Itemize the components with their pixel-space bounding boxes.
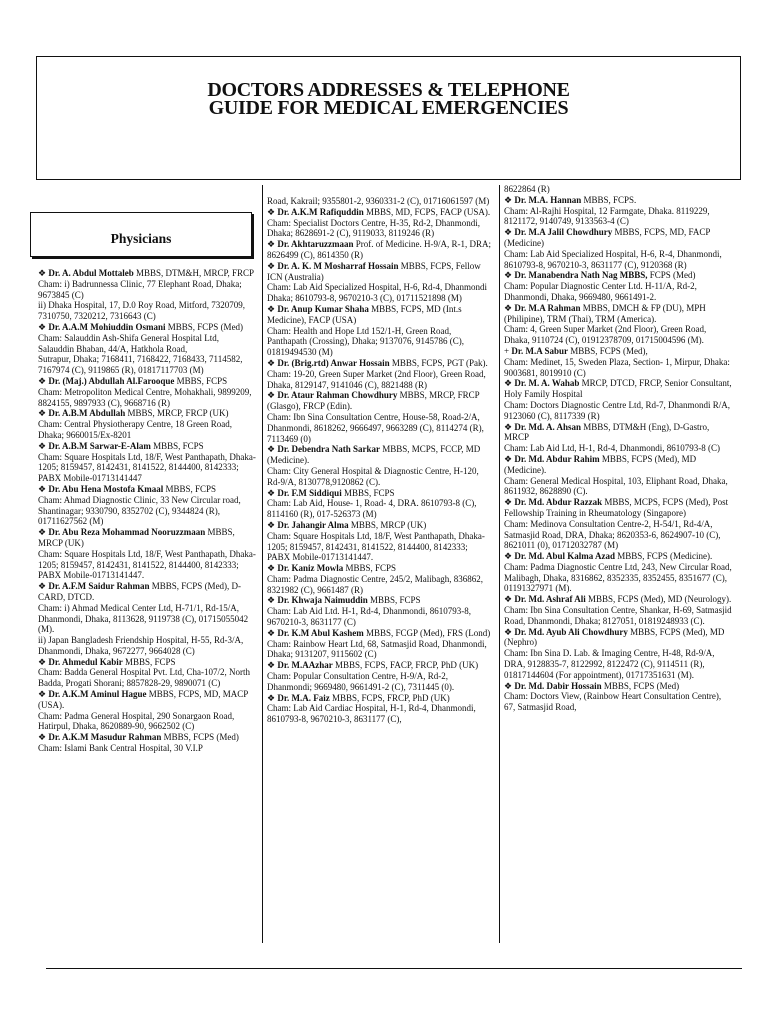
bullet-icon: ❖: [38, 483, 49, 494]
bullet-icon: ❖: [267, 595, 278, 606]
title-line-1: DOCTORS ADDRESSES & TELEPHONE: [207, 79, 570, 101]
bullet-icon: ❖: [267, 487, 278, 498]
doctor-name: Dr. M.A Rahman: [514, 302, 581, 313]
doctor-qualifications: FCPS (Med): [647, 270, 696, 281]
doctor-qualifications: MBBS, FCPS: [150, 440, 204, 451]
doctor-qualifications: MBBS, FCPS: [122, 656, 176, 667]
bullet-icon: ❖: [38, 689, 49, 700]
bullet-icon: ❖: [504, 270, 515, 281]
doctor-name: Dr. (Maj.) Abdullah Al.Farooque: [48, 375, 175, 386]
doctor-name: Dr. F.M Siddiqui: [277, 487, 342, 498]
chamber-address: Cham: City General Hospital & Diagnostic Centre, H-120, Rd-9/A, 8130778,9120862 (C).: [267, 465, 479, 487]
doctor-qualifications: MBBS, FCPS (Med),: [568, 345, 648, 356]
bullet-icon: ❖: [38, 321, 49, 332]
doctor-entry: [504, 594, 732, 605]
doctor-qualifications: MBBS, FCPS (Med), MD (Nephro): [504, 626, 725, 648]
bullet-icon: ❖: [38, 375, 49, 386]
chamber-address: Cham: Padma General Hospital, 290 Sonargaon Road, Hatirpul, Dhaka, 8620889-90, 9662502 (C): [38, 710, 235, 732]
chamber-address: Cham: 19-20, Green Super Market (2nd Floor), Green Road, Dhaka, 8129147, 9141046 (C), 8821488 (R): [267, 368, 486, 390]
doctor-name: Dr. Md. Abul Kalma Azad: [514, 551, 616, 562]
doctor-entry: [38, 441, 256, 452]
doctor-entry: [38, 376, 256, 387]
doctor-qualifications: MBBS, FCPS (Med), MD (Neurology).: [585, 594, 732, 605]
doctor-qualifications: MBBS, MD, FCPS, FACP (USA).: [363, 206, 491, 217]
doctor-name: Dr. A.K.M Aminul Hague: [48, 689, 147, 700]
doctor-entry: [504, 681, 732, 692]
doctor-qualifications: MBBS, MRCP, FRCP (Glasgo), FRCP (Edin).: [267, 390, 480, 412]
bullet-icon: ❖: [267, 357, 278, 368]
doctor-name: Dr. A.B.M Abdullah: [48, 408, 126, 419]
chamber-address: Cham: Lab Aid Cardiac Hospital, H-1, Rd-4, Dhanmondi, 8610793-8, 9670210-3, 8631177 (C),: [267, 703, 476, 725]
bullet-icon: ❖: [267, 519, 278, 530]
doctor-qualifications: MBBS, FCPS, MD, MACP (USA).: [38, 689, 248, 710]
bullet-icon: ❖: [504, 194, 515, 205]
bullet-icon: ❖: [504, 497, 515, 508]
doctor-entry: [38, 732, 256, 743]
doctor-entry: [504, 497, 732, 519]
doctor-entry: [267, 595, 493, 606]
doctor-name: Dr. Ataur Rahman Chowdhury: [277, 390, 398, 401]
doctor-name: Dr. A.K.M Rafiquddin: [277, 206, 364, 217]
doctor-name: Dr. Manabendra Nath Nag MBBS,: [514, 270, 648, 281]
doctor-qualifications: MBBS, DTM&H (Eng), D-Gastro, MRCP: [504, 421, 710, 443]
chamber-address: Cham: Al-Rajhi Hospital, 12 Farmgate, Dhaka. 8119229, 8121172, 9140749, 9133563-4 (C): [504, 205, 710, 227]
doctor-name: Dr. Md. Ashraf Ali: [514, 594, 586, 605]
doctor-entry: [504, 454, 732, 476]
doctor-entry: [504, 195, 732, 206]
doctor-qualifications: MBBS, FCPS, PGT (Pak).: [389, 357, 488, 368]
bullet-icon: ❖: [504, 302, 515, 313]
chamber-address: Cham: i) Ahmad Medical Center Ltd, H-71/1, Rd-15/A, Dhanmondi, Dhaka, 8113628, 9119738 (C), 01715055042 (M).: [38, 602, 249, 635]
doctor-entry: [267, 520, 493, 531]
doctor-entry: [267, 304, 493, 326]
chamber-address: Cham: Doctors Diagnostic Centre Ltd, Rd-7, Dhanmondi R/A, 9123060 (C), 8117339 (R): [504, 399, 730, 421]
chamber-address: Sutrapur, Dhaka; 7168411, 7168422, 7168433, 7114582, 7167974 (C), 9119865 (R), 01817117703 (M): [38, 354, 243, 376]
bullet-icon: ❖: [38, 527, 49, 538]
doctor-entry: [267, 628, 493, 639]
doctor-qualifications: MBBS, FCPS, FACP, FRCP, PhD (UK): [332, 660, 479, 671]
doctor-entry: [267, 358, 493, 369]
doctor-qualifications: MBBS, FCPS (Med): [601, 680, 680, 691]
column-divider-2: [499, 185, 500, 943]
doctor-qualifications: MBBS, FCPS: [163, 483, 217, 494]
chamber-address: 8622864 (R): [504, 184, 550, 194]
doctor-entry: [38, 322, 256, 333]
doctor-qualifications: MBBS, DMCH & FP (DU), MPH (Philipine), TRM (Thai), TRM (America).: [504, 302, 706, 324]
doctor-entry: [504, 227, 732, 249]
doctor-qualifications: MBBS, FCPS, MD (Int.s Medicine), FACP (USA): [267, 303, 462, 325]
bullet-icon: ❖: [504, 453, 515, 464]
doctor-entry: [267, 488, 493, 499]
doctor-name: Dr. M.AAzhar: [277, 660, 333, 671]
chamber-address: Cham: Popular Diagnostic Center Ltd. H-11/A, Rd-2, Dhanmondi, Dhaka, 9669480, 9661491-2.: [504, 281, 697, 302]
bottom-rule: [46, 968, 742, 969]
chamber-address: ii) Dhaka Hospital, 17, D.0 Roy Road, Mitford, 7320709, 7310750, 7320212, 7316643 (C): [38, 300, 245, 322]
doctor-qualifications: MBBS, MRCP (UK): [348, 519, 427, 530]
doctor-name: Dr. M. A. Wahab: [514, 378, 580, 389]
doctor-qualifications: MBBS, FCPS: [367, 595, 421, 606]
doctor-qualifications: MBBS, FCPS: [341, 487, 395, 498]
section-heading: Physicians: [110, 231, 172, 246]
doctor-name: Dr. Md. Abdur Razzak: [514, 497, 603, 508]
column-1: [38, 268, 256, 948]
page-title: [37, 81, 740, 117]
chamber-address: Cham: Ibn Sina D. Lab. & Imaging Centre, H-48, Rd-9/A, DRA, 9128835-7, 8122992, 8122472 (C), 9114511 (R), 01817144604 (For appointment), 01717351631 (M).: [504, 648, 715, 680]
doctor-entry: [38, 657, 256, 668]
chamber-address: Cham: Lab Aid Ltd. H-1, Rd-4, Dhanmondi, 8610793-8, 9670210-3, 8631177 (C): [267, 606, 471, 628]
chamber-address: Cham: Lab Aid Ltd, H-1, Rd-4, Dhanmondi, 8610793-8 (C): [504, 443, 720, 454]
bullet-icon: ❖: [267, 260, 278, 271]
chamber-address: Cham: Square Hospitals Ltd, 18/F, West Panthapath, Dhaka-1205; 8159457, 8142431, 8141522, 8144400, 8142333; PABX Mobile-01713141447.: [38, 548, 256, 581]
doctor-name: Dr. Md. Abdur Rahim: [514, 453, 600, 464]
doctor-name: Dr. Md. Dabir Hossain: [514, 680, 602, 691]
bullet-icon: ❖: [267, 206, 278, 217]
bullet-icon: ❖: [38, 732, 49, 743]
doctor-name: Dr. Kaniz Mowla: [277, 563, 344, 574]
doctor-qualifications: MBBS, DTM&H, MRCP, FRCP: [133, 268, 255, 278]
doctor-qualifications: MBBS, MRCP, FRCP (UK): [125, 408, 229, 419]
doctor-qualifications: Prof. of Medicine. H-9/A, R-1, DRA; 8626499 (C), 8614350 (R): [267, 239, 491, 260]
bullet-icon: ❖: [267, 444, 278, 455]
doctor-qualifications: MBBS, FCGP (Med), FRS (Lond): [363, 627, 491, 638]
chamber-address: Cham: Medinova Consultation Centre-2, H-54/1, Rd-4/A, Satmasjid Road, DRA, Dhaka; 8620353-6, 8624907-10 (C), 8621011 (0), 01712032787 (M): [504, 518, 721, 551]
bullet-icon: ❖: [504, 421, 515, 432]
doctor-name: Dr. A.F.M Saidur Rahman: [48, 581, 150, 592]
chamber-address: Road, Kakrail; 9355801-2, 9360331-2 (C), 01716061597 (M): [267, 196, 490, 206]
doctor-entry: [267, 693, 493, 704]
doctor-name: Dr. A. Abdul Mottaleb: [48, 268, 134, 278]
bullet-icon: ❖: [38, 581, 49, 592]
doctor-name: Dr. Abu Reza Mohammad Nooruzzmaan: [48, 527, 206, 538]
bullet-icon: ❖: [267, 239, 278, 250]
bullet-icon: ❖: [504, 551, 515, 562]
column-2: [267, 196, 493, 948]
doctor-name: Dr. Md. A. Ahsan: [514, 421, 582, 432]
chamber-address: Cham: Ibn Sina Consultation Centre, Shankar, H-69, Satmasjid Road, Dhanmondi, Dhaka; 8127051, 01819248933 (C).: [504, 605, 732, 626]
doctor-name: Dr. Abu Hena Mostofa Kmaal: [48, 483, 164, 494]
column-divider-1: [262, 185, 263, 943]
section-box: [30, 212, 252, 257]
doctor-entry: [504, 346, 732, 357]
doctor-entry: [504, 378, 732, 400]
doctor-name: Dr. M.A. Hannan: [514, 194, 582, 205]
doctor-name: Dr. M.A. Faiz: [277, 692, 330, 703]
chamber-address: Cham: Square Hospitals Ltd, 18/F, West Panthapath, Dhaka-1205; 8159457, 8142431, 8141522, 8144400, 8142333; PABX Mobile-01713141447: [38, 451, 256, 484]
bullet-icon: ❖: [267, 390, 278, 401]
doctor-qualifications: MBBS, FCPS, MD, FACP (Medicine): [504, 227, 711, 248]
doctor-qualifications: MBBS, MCPS, FCPS (Med), Post Fellowship Training in Rheumatology (Singapore): [504, 497, 729, 518]
doctor-qualifications: MRCP, DTCD, FRCP, Senior Consultant, Holy Family Hospital: [504, 378, 732, 400]
doctor-entry: [267, 239, 493, 261]
doctor-entry: [38, 581, 256, 603]
bullet-icon: ❖: [504, 594, 515, 605]
doctor-entry: [38, 268, 256, 279]
doctor-name: Dr. Akhtaruzzmaan: [277, 239, 354, 250]
chamber-address: Cham: Popular Consultation Centre, H-9/A, Rd-2, Dhanmondi; 9669480, 9661491-2 (C), 7311445 (0).: [267, 671, 455, 692]
chamber-address: Cham: Lab Aid Specialized Hospital, H-6, Rd-4, Dhanmondi Dhaka; 8610793-8, 9670210-3 (C), 01711521898 (M): [267, 282, 487, 304]
doctor-name: Dr. M.A Jalil Chowdhury: [514, 227, 613, 238]
chamber-address: Cham: Metropoliton Medical Centre, Mohakhali, 9899209, 8824155, 9897933 (C), 9668716 (R): [38, 386, 252, 408]
chamber-address: Cham: General Medical Hospital, 103, Eliphant Road, Dhaka, 8611932, 8628890 (C).: [504, 475, 728, 497]
doctor-entry: [38, 689, 256, 711]
doctor-name: Dr. A. K. M Mosharraf Hossain: [277, 260, 399, 271]
doctor-entry: [38, 484, 256, 495]
doctor-entry: [267, 563, 493, 574]
doctor-qualifications: MBBS, FCPS, FRCP, PhD (UK): [329, 692, 450, 703]
doctor-name: Dr. A.A.M Mohiuddin Osmani: [48, 321, 166, 332]
chamber-address: Cham: Health and Hope Ltd 152/1-H, Green Road, Panthapath (Crossing), Dhaka; 9137076, 9145786 (C), 01819494530 (M): [267, 325, 464, 358]
bullet-icon: ❖: [38, 440, 49, 451]
bullet-icon: ❖: [267, 303, 278, 314]
doctor-name: Dr. Ahmedul Kabir: [48, 656, 123, 667]
doctor-name: Dr. (Brig.rtd) Anwar Hossain: [277, 357, 390, 368]
bullet-icon: ❖: [267, 692, 278, 703]
doctor-entry: [504, 303, 732, 325]
bullet-icon: ❖: [267, 660, 278, 671]
doctor-qualifications: MBBS, MRCP (UK): [38, 527, 235, 548]
chamber-address: Cham: Medinet, 15, Sweden Plaza, Section- 1, Mirpur, Dhaka: 9003681, 8019910 (C): [504, 356, 730, 378]
doctor-name: Dr. Jahangir Alma: [277, 519, 349, 530]
chamber-address: Cham: Specialist Doctors Centre, H-35, Rd-2, Dhanmondi, Dhaka; 8628691-2 (C), 9119033, 8119246 (R): [267, 217, 480, 239]
chamber-address: Cham: Ahmad Diagnostic Clinic, 33 New Circular road, Shantinagar; 9330790, 8352702 (C), 9344824 (R), 01711627562 (M): [38, 494, 241, 527]
doctor-entry: [267, 660, 493, 671]
doctor-name: Dr. Anup Kumar Shaha: [277, 303, 369, 314]
bullet-icon: ❖: [504, 378, 515, 389]
doctor-qualifications: MBBS, FCPS.: [581, 194, 637, 205]
bullet-icon: ❖: [504, 626, 515, 637]
doctor-entry: [267, 207, 493, 218]
doctor-name: Dr. Khwaja Naimuddin: [277, 595, 368, 606]
doctor-entry: [504, 551, 732, 562]
bullet-icon: +: [504, 345, 512, 356]
doctor-qualifications: MBBS, FCPS (Medicine).: [615, 551, 713, 562]
chamber-address: Cham: Central Physiotherapy Centre, 18 Green Road, Dhaka; 9660015/Ex-8201: [38, 419, 232, 440]
chamber-address: Cham: Ibn Sina Consultation Centre, House-58, Road-2/A, Dhanmondi, 8618262, 9666497, 9663289 (C), 8114274 (R), 7113469 (0): [267, 411, 484, 444]
chamber-address: Cham: Salauddin Ash-Shifa General Hospital Ltd, Salauddin Bhaban, 44/A, Hatkhola Road,: [38, 332, 219, 354]
doctor-name: Dr. Md. Ayub Ali Chowdhury: [514, 626, 628, 637]
doctor-entry: [38, 527, 256, 549]
chamber-address: Cham: Lab Aid Specialized Hospital, H-6, R-4, Dhanmondi, 8610793-8, 9670210-3, 8631177 (C), 9120368 (R): [504, 248, 722, 270]
bullet-icon: ❖: [504, 227, 515, 238]
chamber-address: Cham: Padma Diagnostic Centre Ltd, 243, New Circular Road, Malibagh, Dhaka, 8316862, 8352335, 8352455, 8351677 (C), 01191327971 (M).: [504, 561, 732, 594]
bullet-icon: ❖: [267, 627, 278, 638]
chamber-address: Cham: Square Hospitals Ltd, 18/F, West Panthapath, Dhaka-1205; 8159457, 8142431, 8141522, 8144400, 8142333; PABX Mobile-01713141447.: [267, 530, 485, 563]
doctor-entry: [504, 270, 732, 281]
doctor-name: Dr. Debendra Nath Sarkar: [277, 444, 380, 455]
doctor-qualifications: MBBS, FCPS (Med), D-CARD, DTCD.: [38, 581, 242, 602]
chamber-address: Cham: Rainbow Heart Ltd, 68, Satmasjid Road, Dhanmondi, Dhaka; 9131207, 9115602 (C): [267, 638, 487, 660]
bullet-icon: ❖: [38, 656, 49, 667]
doctor-entry: [267, 390, 493, 412]
doctor-qualifications: MBBS, FCPS, Fellow ICN (Australia): [267, 260, 481, 282]
bullet-icon: ❖: [38, 408, 49, 419]
chamber-address: Cham: Badda General Hospital Pvt. Ltd, Cha-107/2, North Badda, Progati Shorani; 8857828-29, 9890071 (C): [38, 667, 250, 689]
title-box: [36, 56, 741, 180]
title-line-2: GUIDE FOR MEDICAL EMERGENCIES: [208, 97, 569, 119]
bullet-icon: ❖: [267, 563, 278, 574]
chamber-address: Cham: Doctors View, (Rainbow Heart Consultation Centre), 67, Satmasjid Road,: [504, 691, 722, 713]
doctor-name: Dr. A.K.M Masudur Rahman: [48, 732, 162, 743]
chamber-address: Cham: Islami Bank Central Hospital, 30 V.I.P: [38, 743, 203, 754]
doctor-entry: [267, 444, 493, 466]
chamber-address: ii) Japan Bangladesh Friendship Hospital, H-55, Rd-3/A, Dhanmondi, Dhaka, 9672277, 9664028 (C): [38, 635, 244, 656]
doctor-qualifications: MBBS, FCPS: [343, 563, 397, 574]
doctor-entry: [267, 261, 493, 283]
doctor-name: Dr. K.M Abul Kashem: [277, 627, 364, 638]
doctor-entry: [504, 627, 732, 649]
doctor-name: Dr. M.A Sabur: [511, 345, 569, 356]
chamber-address: Cham: i) Badrunnessa Clinic, 77 Elephant Road, Dhaka; 9673845 (C): [38, 278, 242, 300]
doctor-qualifications: MBBS, FCPS (Med): [165, 321, 244, 332]
bullet-icon: ❖: [38, 268, 49, 278]
doctor-entry: [38, 408, 256, 419]
doctor-qualifications: MBBS, FCPS: [174, 375, 228, 386]
column-3: [504, 184, 732, 948]
doctor-entry: [504, 422, 732, 444]
doctor-qualifications: MBBS, MCPS, FCCP, MD (Medicine).: [267, 444, 481, 466]
chamber-address: Cham: Padma Diagnostic Centre, 245/2, Malibagh, 836862, 8321982 (C), 9661487 (R): [267, 573, 483, 595]
doctor-name: Dr. A.B.M Sarwar-E-Alam: [48, 440, 151, 451]
chamber-address: Cham: Lab Aid, House- 1, Road- 4, DRA. 8610793-8 (C), 8114160 (R), 017-526373 (M): [267, 498, 477, 520]
bullet-icon: ❖: [504, 680, 515, 691]
doctor-qualifications: MBBS, FCPS (Med): [161, 732, 239, 743]
chamber-address: Cham: 4, Green Super Market (2nd Floor), Green Road, Dhaka, 9110724 (C), 01912378709, 01715004596 (M).: [504, 324, 707, 346]
doctor-qualifications: MBBS, FCPS (Med), MD (Medicine).: [504, 453, 697, 475]
